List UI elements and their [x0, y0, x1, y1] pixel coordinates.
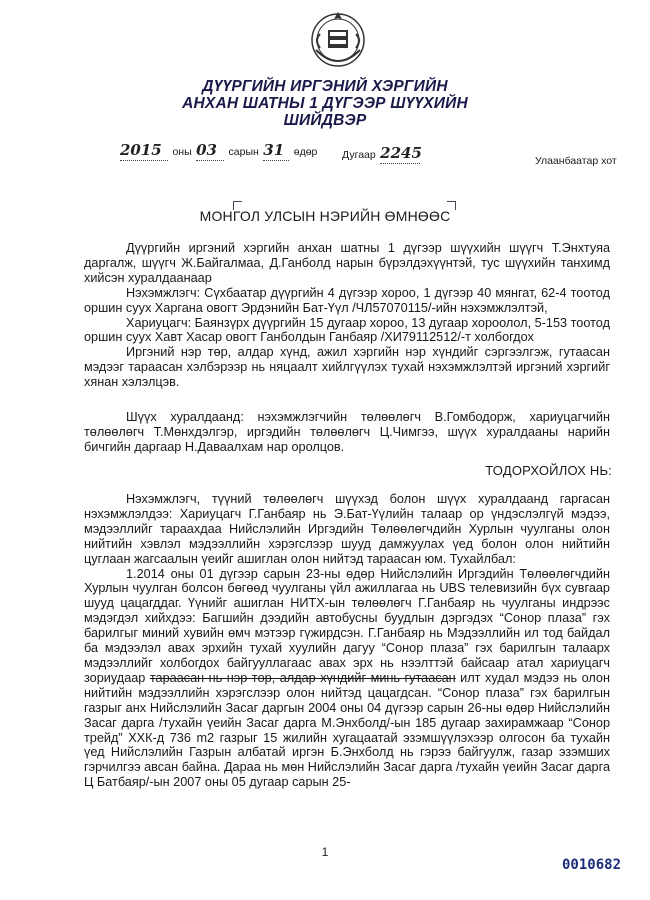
- state-emblem-icon: [306, 10, 370, 68]
- date-year: 2015: [120, 141, 162, 159]
- point-1-text-a: 1.2014 оны 01 дүгээр сарын 23-ны өдөр Нийслэлийн Иргэдийн Төлөөлөгчдийн Хурлын чуулган болсон бөгөөд чуулганы үйл ажиллагаа нь UBS телевизийн бүх сувгаар шууд цацагддаг. Үүнийг ашиглан НИТХ-ын төлөөлөгч Г.Ганбаяр нь чуулганы индрээс мэдэгдэл хийхдээ: Багшийн дээдийн автобусны буудлын дэргэдэх “Сонор плаза” гэх барилгыг миний хувийн өмч мэтээр гүжирдсэн. Г.Ганбаяр нь Мэдээллийн ил тод байдал ба мэдээлэл авах эрхийн тухай хуулийн дагуу “Сонор плаза” гэх барилгын талаарх мэдээллийг холбогдох байгууллагаас авах эрх нь нээлттэй байсаар атал хариуцагч зориудаар: [84, 566, 610, 685]
- findings-block: [84, 492, 610, 790]
- number-label: Дугаар: [342, 149, 376, 161]
- point-1-strikethrough: тараасан нь нэр төр, алдар хүндийг минь гутаасан: [149, 670, 456, 685]
- date-day: 31: [263, 141, 285, 159]
- court-title-line2: АНХАН ШАТНЫ 1 ДҮГЭЭР ШҮҮХИЙН: [182, 95, 468, 112]
- date-line: [120, 141, 317, 161]
- date-year-label: оны: [172, 146, 192, 158]
- paragraph-participants: Шүүх хуралдаанд: нэхэмжлэгчийн төлөөлөгч В.Гомбодорж, хариуцагчийн төлөөлөгч Т.Мөнхдэлгэр, иргэдийн төлөөлөгч Ц.Чимгээ, шүүх хуралдааны нарийн бичгийн даргаар Н.Даваалхам нар оролцов.: [84, 410, 610, 454]
- paragraph-plaintiff: Нэхэмжлэгч: Сүхбаатар дүүргийн 4 дүгээр хороо, 1 дүгээр 40 мянгат, 62-4 тоотод оршин суух Харгана овогт Эрдэнийн Бат-Үүл /ЧЛ57070115/-ийн нэхэмжлэлтэй,: [84, 285, 610, 315]
- city: Улаанбаатар хот: [535, 155, 617, 167]
- serial-stamp: 0010682: [562, 857, 622, 873]
- paragraph-point-1: [84, 567, 610, 791]
- court-title-line3: ШИЙДВЭР: [283, 112, 367, 129]
- intro-block: [84, 241, 610, 390]
- decision-number: [342, 144, 420, 164]
- paragraph-court-composition: Дүүргийн иргэний хэргийн анхан шатны 1 дүгээр шүүхийн шүүгч Т.Энхтуяа даргалж, шүүгч Ж.Байгалмаа, Д.Ганболд нарын бүрэлдэхүүнтэй, тус шүүхийн танхимд хийсэн хуралдаанаар: [84, 241, 610, 285]
- participants-block: [84, 410, 610, 455]
- paragraph-claim: Иргэний нэр төр, алдар хүнд, ажил хэргийн нэр хүндийг сэргээлгэж, гутаасан мэдээг тараасан хэлбэрээр нь няцаалт хийлгүүлэх тухай нэхэмжлэлтэй иргэний хэргийг хянан хэлэлцэв.: [84, 345, 610, 390]
- court-title: [0, 78, 650, 129]
- section-heading: ТОДОРХОЙЛОХ НЬ:: [485, 463, 612, 478]
- paragraph-plaintiff-claim: Нэхэмжлэгч, түүний төлөөлөгч шүүхэд болон шүүх хуралдаанд гаргасан нэхэмжлэлдээ: Хариуцагч Г.Ганбаяр нь Э.Бат-Үүлийн талаар ор үндэслэлгүй мэдээ, мэдээллийг тараахдаа Нийслэлийн Иргэдийн Төлөөлөгчдийн Хурлын чуулганы олон нийтийн хэвлэл мэдээллийн хэрэгслээр шууд дамжуулах үед болон олон нийтийн цуглаан жагсаалын үеийг ашиглан олон нийтэд тараасан юм. Тухайлбал:: [84, 492, 610, 566]
- date-month-label: сарын: [228, 146, 259, 158]
- document-title: МОНГОЛ УЛСЫН НЭРИЙН ӨМНӨӨС: [199, 208, 451, 224]
- point-1-text-b: илт худал мэдээ нь олон нийтийн мэдээллийн хэрэгслээр олон нийтэд цацагдсан. “Сонор плаза” гэх барилгын газрыг анх Нийслэлийн Засаг даргын 2004 оны 04 дүгээр сарын 26-ны өдөр Нийслэлийн Засаг дарга /тухайн үеийн Засаг дарга М.Энхболд/-ын 185 дугаар захирамжаар “Сонор трейд” ХХК-д 736 m2 газрыг 15 жилийн хугацаатай эзэмшүүлэхээр олгосон ба тухайн үед Нийслэлийн Газрын албатай иргэн Б.Энхболд нь гэрээ байгуулж, газар эзэмших гэрчилгээ авсан байна. Дараа нь мөн Нийслэлийн Засаг дарга /тухайн үеийн Засаг дарга Ц Батбаяр/-ын 2007 оны 05 дугаар сарын 25-: [84, 670, 610, 790]
- date-day-label: өдөр: [293, 146, 318, 158]
- date-month: 03: [196, 141, 217, 159]
- paragraph-defendant: Хариуцагч: Баянзүрх дүүргийн 15 дугаар хороо, 13 дугаар хороолол, 5-153 тоотод оршин суух Хавт Хасар овогт Ганболдын Ганбаяр /ХИ79112512/-т холбогдох: [84, 315, 610, 345]
- page-number: 1: [321, 845, 329, 859]
- number-value: 2245: [380, 144, 422, 162]
- court-title-line1: ДҮҮРГИЙН ИРГЭНИЙ ХЭРГИЙН: [202, 78, 448, 95]
